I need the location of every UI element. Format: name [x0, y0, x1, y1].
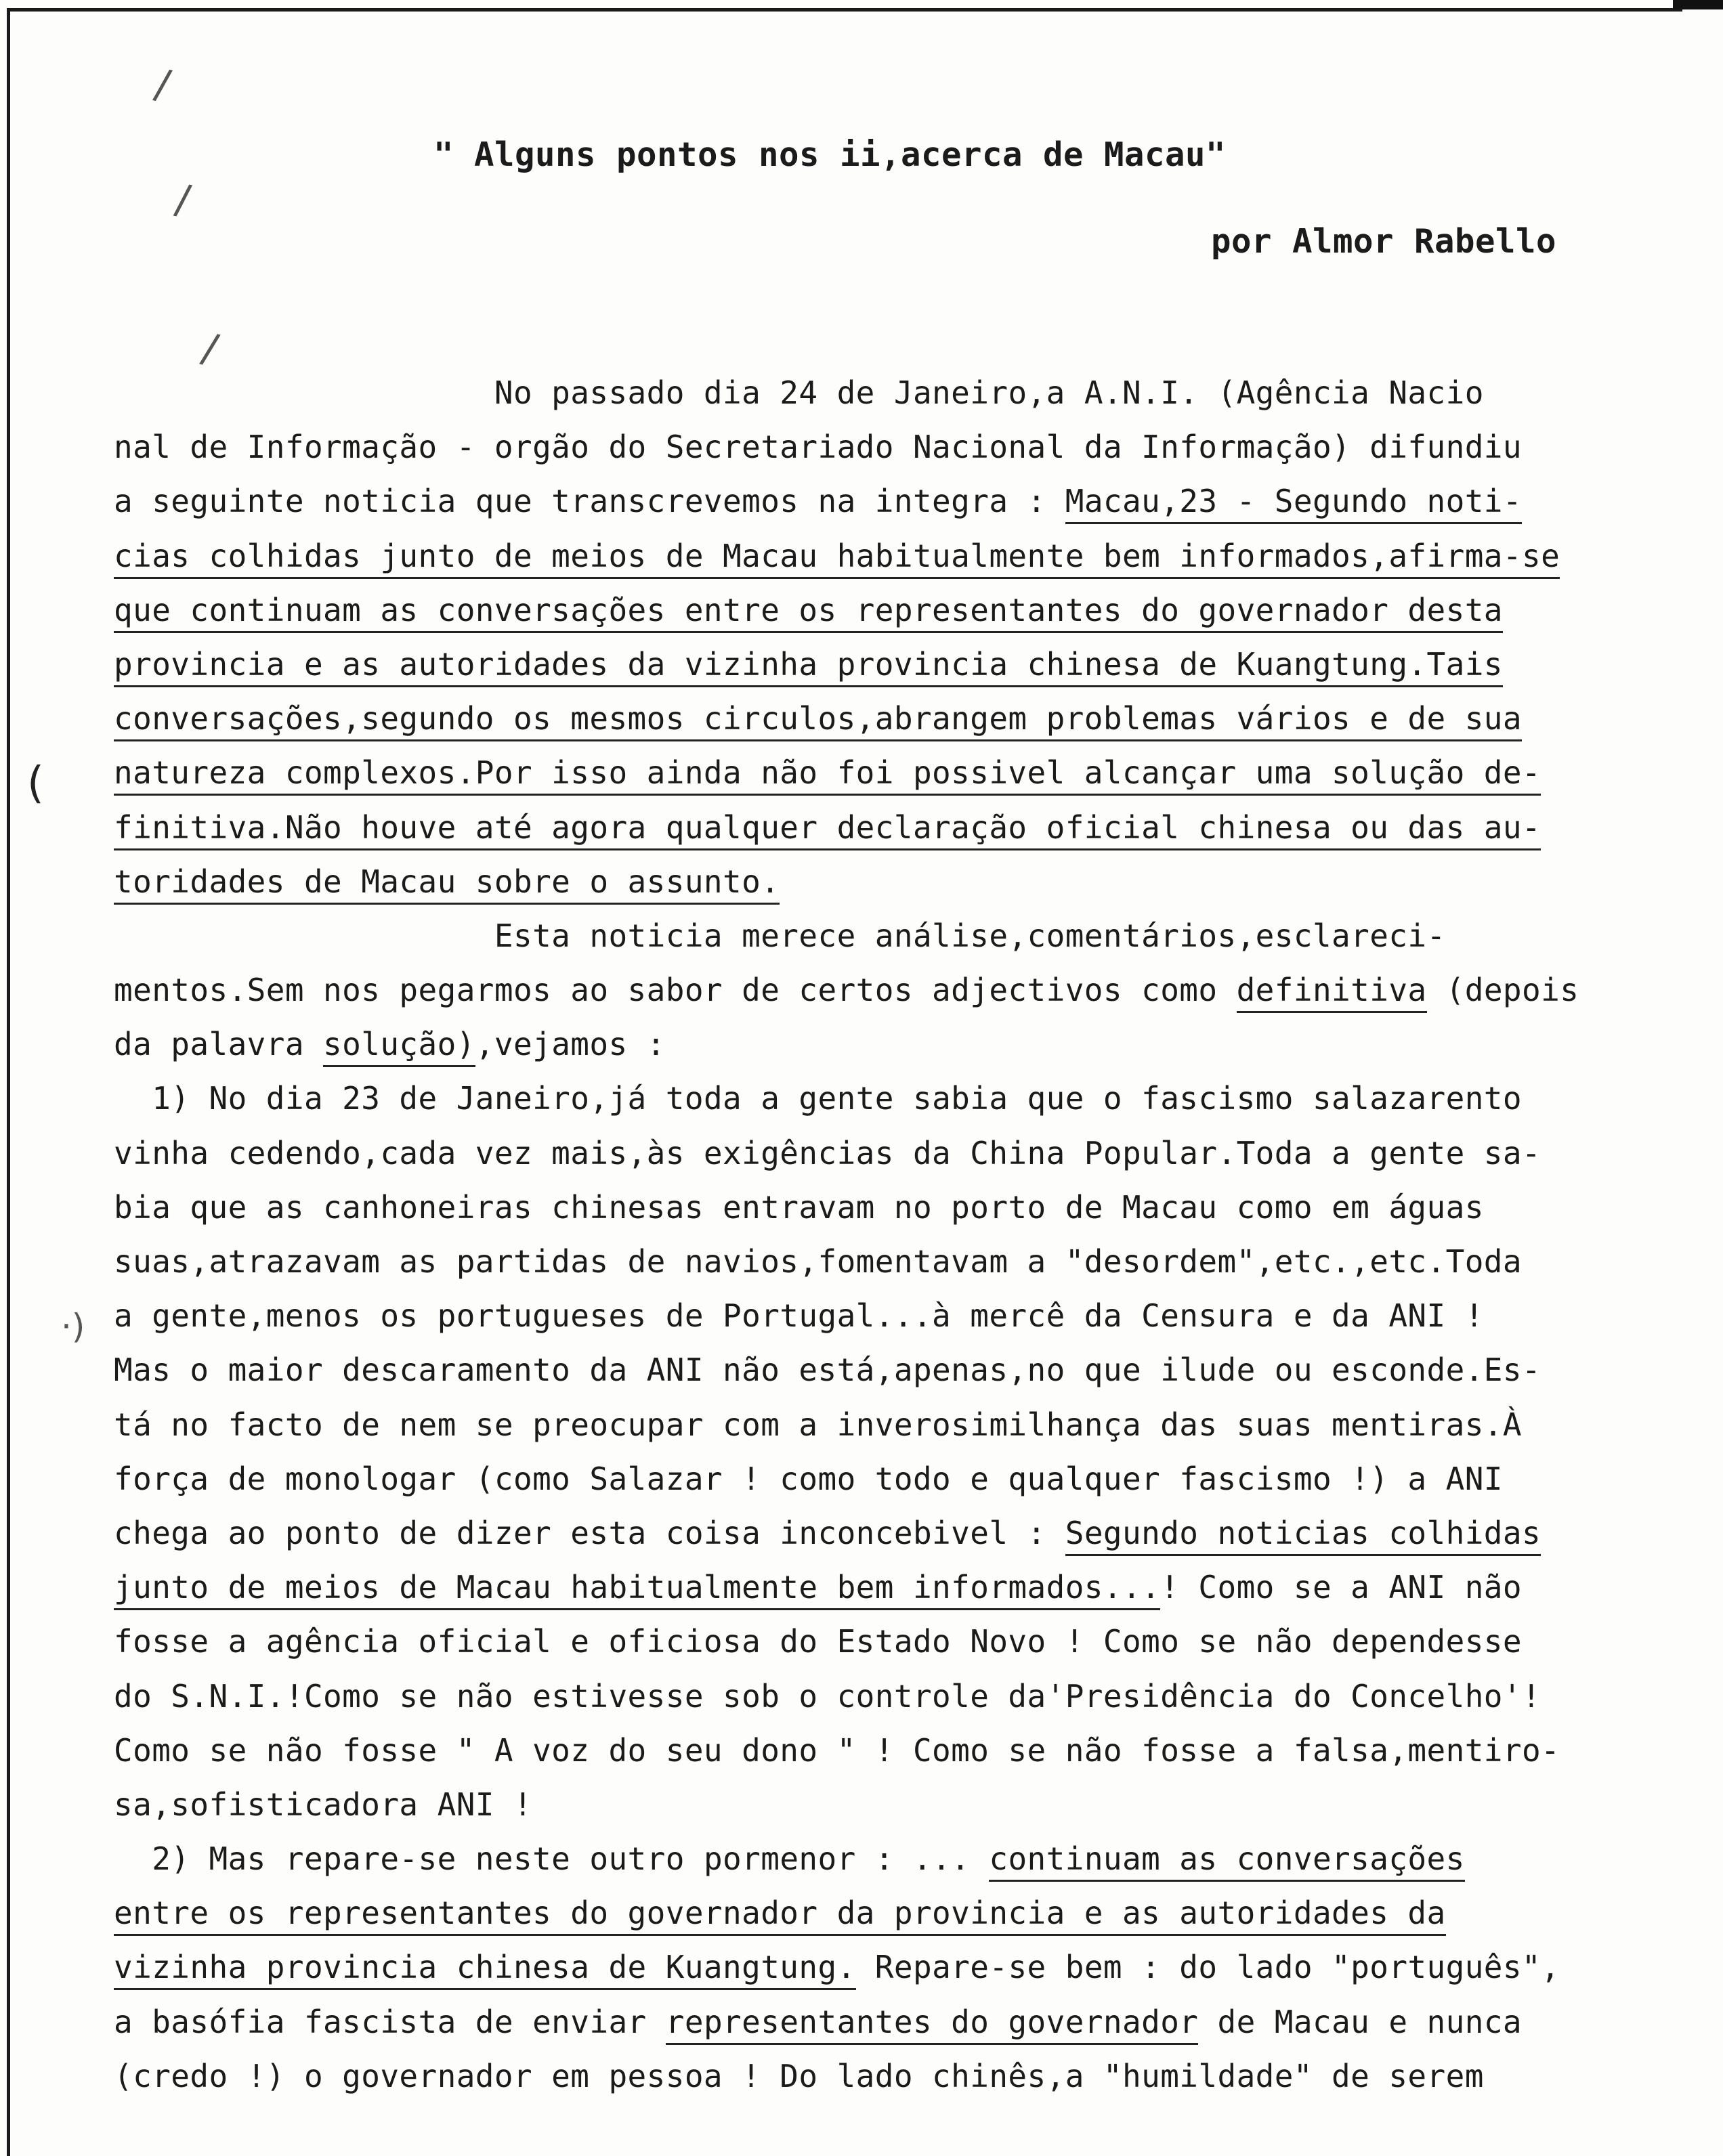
text-line: [114, 474, 1631, 528]
stray-mark: /: [150, 60, 175, 110]
underlined-text: junto de meios de Macau habitualmente bem informados...: [114, 1569, 1160, 1610]
underlined-text: continuam as conversações: [989, 1840, 1464, 1882]
page-left-edge: [7, 8, 10, 2156]
text-line: [114, 1398, 1631, 1452]
text-run: (credo !) o governador em pessoa ! Do lado chinês,a "humildade" de serem: [114, 2057, 1484, 2094]
text-line: [114, 1289, 1631, 1343]
text-line: [114, 1234, 1631, 1289]
text-run: suas,atrazavam as partidas de navios,fomentavam a "desordem",etc.,etc.Toda: [114, 1243, 1522, 1280]
text-line: [114, 366, 1631, 420]
text-run: força de monologar (como Salazar ! como todo e qualquer fascismo !) a ANI: [114, 1460, 1503, 1497]
text-line: [114, 1017, 1631, 1071]
underlined-text: vizinha provincia chinesa de Kuangtung.: [114, 1949, 856, 1990]
text-line: [114, 746, 1631, 800]
text-line: [114, 420, 1631, 474]
text-run: No passado dia 24 de Janeiro,a A.N.I. (Agência Nacio: [494, 374, 1484, 411]
line-indent: [114, 918, 494, 954]
underlined-text: definitiva: [1237, 972, 1427, 1013]
line-indent: [114, 1080, 152, 1117]
text-run: Como se não fosse " A voz do seu dono " ! Como se não fosse a falsa,mentiro-: [114, 1731, 1560, 1769]
underlined-text: provincia e as autoridades da vizinha provincia chinesa de Kuangtung.Tais: [114, 646, 1503, 687]
underlined-text: cias colhidas junto de meios de Macau habitualmente bem informados,afirma-se: [114, 538, 1560, 579]
underlined-text: solução): [323, 1026, 475, 1067]
underlined-text: representantes do governador: [666, 2004, 1199, 2045]
page-top-edge: [9, 8, 1682, 12]
text-line: [114, 1614, 1631, 1668]
text-line: [114, 1126, 1631, 1180]
text-line: [114, 2049, 1631, 2103]
text-run: mentos.Sem nos pegarmos ao sabor de certos adjectivos como: [114, 972, 1237, 1009]
text-line: [114, 1940, 1631, 1994]
text-line: [114, 1723, 1631, 1777]
underlined-text: natureza complexos.Por isso ainda não foi possivel alcançar uma solução de-: [114, 754, 1541, 796]
stray-mark: /: [172, 175, 194, 225]
text-run: da palavra: [114, 1026, 324, 1063]
text-line: [114, 1180, 1631, 1234]
document-title: " Alguns pontos nos ii,acerca de Macau": [433, 135, 1227, 174]
text-line: [114, 1886, 1631, 1940]
text-line: [114, 637, 1631, 691]
text-line: [114, 691, 1631, 746]
text-line: [114, 1071, 1631, 1125]
text-run: 2) Mas repare-se neste outro pormenor : ...: [152, 1840, 990, 1878]
text-run: de Macau e nunca: [1198, 2003, 1523, 2040]
underlined-text: Segundo noticias colhidas: [1065, 1515, 1541, 1556]
text-run: sa,sofisticadora ANI !: [114, 1786, 533, 1823]
text-line: [114, 909, 1631, 963]
text-run: Esta noticia merece análise,comentários,esclareci-: [494, 917, 1446, 954]
text-line: [114, 1832, 1631, 1886]
underlined-text: entre os representantes do governador da provincia e as autoridades da: [114, 1895, 1446, 1936]
stray-mark: ·): [61, 1307, 85, 1346]
text-line: [114, 583, 1631, 637]
underlined-text: Macau,23 - Segundo noti-: [1065, 483, 1522, 524]
line-indent: [114, 374, 494, 411]
text-line: [114, 1777, 1631, 1832]
text-run: 1) No dia 23 de Janeiro,já toda a gente sabia que o fascismo salazarento: [152, 1080, 1522, 1117]
text-line: [114, 1995, 1631, 2049]
text-run: Repare-se bem : do lado "português",: [855, 1949, 1560, 1986]
text-line: [114, 963, 1631, 1017]
document-byline: por Almor Rabello: [1211, 222, 1557, 261]
text-run: do S.N.I.!Como se não estivesse sob o controle da'Presidência do Concelho'!: [114, 1677, 1541, 1715]
text-run: fosse a agência oficial e oficiosa do Estado Novo ! Como se não dependesse: [114, 1623, 1522, 1660]
text-line: [114, 529, 1631, 583]
text-line: [114, 1452, 1631, 1506]
underlined-text: toridades de Macau sobre o assunto.: [114, 863, 780, 905]
text-run: bia que as canhoneiras chinesas entravam no porto de Macau como em águas: [114, 1188, 1484, 1226]
text-line: [114, 1506, 1631, 1560]
text-run: chega ao ponto de dizer esta coisa inconcebivel :: [114, 1514, 1065, 1551]
text-run: a seguinte noticia que transcrevemos na integra :: [114, 483, 1065, 520]
underlined-text: finitiva.Não houve até agora qualquer declaração oficial chinesa ou das au-: [114, 809, 1541, 850]
text-run: Mas o maior descaramento da ANI não está,apenas,no que ilude ou esconde.Es-: [114, 1352, 1541, 1389]
text-run: a gente,menos os portugueses de Portugal...à mercê da Censura e da ANI !: [114, 1297, 1484, 1335]
text-run: a basófia fascista de enviar: [114, 2003, 666, 2040]
text-line: [114, 1560, 1631, 1614]
text-run: tá no facto de nem se preocupar com a inverosimilhança das suas mentiras.À: [114, 1406, 1522, 1443]
underlined-text: conversações,segundo os mesmos circulos,abrangem problemas vários e de sua: [114, 700, 1522, 741]
text-run: nal de Informação - orgão do Secretariado Nacional da Informação) difundiu: [114, 429, 1522, 466]
line-indent: [114, 1840, 152, 1877]
margin-bracket: (: [27, 758, 44, 808]
text-line: [114, 855, 1631, 909]
underlined-text: que continuam as conversações entre os representantes do governador desta: [114, 592, 1503, 633]
text-line: [114, 1669, 1631, 1723]
text-run: vinha cedendo,cada vez mais,às exigências da China Popular.Toda a gente sa-: [114, 1134, 1541, 1171]
text-run: (depois: [1426, 972, 1579, 1009]
text-run: ! Como se a ANI não: [1160, 1569, 1522, 1606]
text-line: [114, 800, 1631, 855]
text-run: ,vejamos :: [475, 1026, 666, 1063]
page-corner-shadow: [1673, 0, 1723, 9]
document-body: [114, 366, 1631, 2103]
stray-mark: /: [197, 324, 223, 374]
text-line: [114, 1343, 1631, 1397]
